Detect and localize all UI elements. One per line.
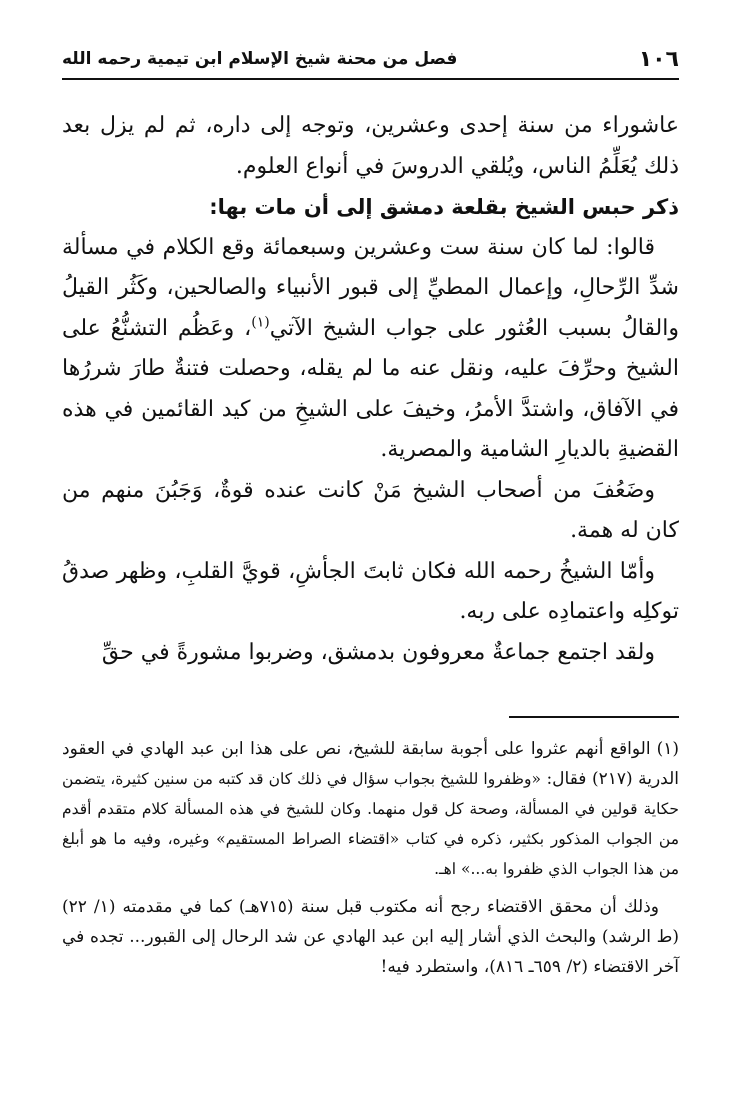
footnotes: [62, 734, 679, 982]
paragraph: وأمّا الشيخُ رحمه الله فكان ثابتَ الجأشِ، قويَّ القلبِ، وظهر صدقُ توكلِه واعتمادِه على ربه.: [62, 558, 679, 624]
footnote-text: الواقع أنهم عثروا على أجوبة سابقة للشيخ، نص على هذا ابن عبد الهادي في العقود الدرية (٢١٧) فقال:: [62, 739, 680, 789]
paragraph-text: ، وعَظُم التشنُّعُ على الشيخ وحرِّفَ عليه، ونقل عنه ما لم يقله، وحصلت فتنةٌ طارَ شررُها في الآفاق، واشتدَّ الأمرُ، وخيفَ على الشيخِ من كيد القائمين في هذه القضيةِ بالديارِ الشامية والمصرية.: [62, 315, 679, 462]
footnote-continuation: وذلك أن محقق الاقتضاء رجح أنه مكتوب قبل سنة (٧١٥هـ) كما في مقدمته (١/ ٢٢) (ط الرشد) والبحث الذي أشار إليه ابن عبد الهادي عن شد الرحال إلى القبور... تجده في آخر الاقتضاء (٢/ ٦٥٩ـ ٨١٦)، واستطرد فيه!: [62, 897, 679, 977]
page-header: [62, 40, 679, 80]
footnote-marker: (١): [656, 739, 679, 759]
paragraph: وضَعُفَ من أصحاب الشيخ مَنْ كانت عنده قوةٌ، وَجَبُنَ منهم من كان له همة.: [62, 477, 679, 543]
section-heading: ذكر حبس الشيخ بقلعة دمشق إلى أن مات بها:: [209, 195, 679, 219]
paragraph: [62, 228, 679, 471]
paragraph-text: قالوا: لما كان سنة ست وعشرين وسبعمائة وقع الكلام في مسألة شدِّ الرِّحالِ، وإعمال المطيِّ إلى قبور الأنبياء والصالحين، وكَثُر القيلُ والقالُ بسبب العُثور على جواب الشيخ الآتي: [62, 234, 679, 341]
main-text: [62, 106, 679, 673]
paragraph: عاشوراء من سنة إحدى وعشرين، وتوجه إلى داره، ثم لم يزل بعد ذلك يُعَلِّمُ الناس، ويُلقي الدروسَ في أنواع العلوم.: [62, 113, 679, 179]
footnote-1: [62, 734, 679, 884]
running-title: فصل من محنة شيخ الإسلام ابن تيمية رحمه الله: [62, 49, 458, 69]
footnote-quote: «وظفروا للشيخ بجواب سؤال في ذلك كان قد كتبه من سنين كثيرة، يتضمن حكاية قولين في المسألة، وصحة كل قول منهما. وكان للشيخ في هذه المسألة كلام متقدم أقدم من الجواب المذكور بكثير، ذكره في كتاب «اقتضاء الصراط المستقيم» وغيره، وفيه ما هو أبلغ من هذا الجواب الذي ظفروا به...» اهـ.: [62, 770, 679, 878]
page-number: ١٠٦: [638, 46, 679, 72]
paragraph: ولقد اجتمع جماعةٌ معروفون بدمشق، وضربوا مشورةً في حقِّ: [101, 639, 655, 665]
footnote-reference[interactable]: (١): [251, 314, 270, 331]
footnote-divider: [509, 716, 679, 718]
